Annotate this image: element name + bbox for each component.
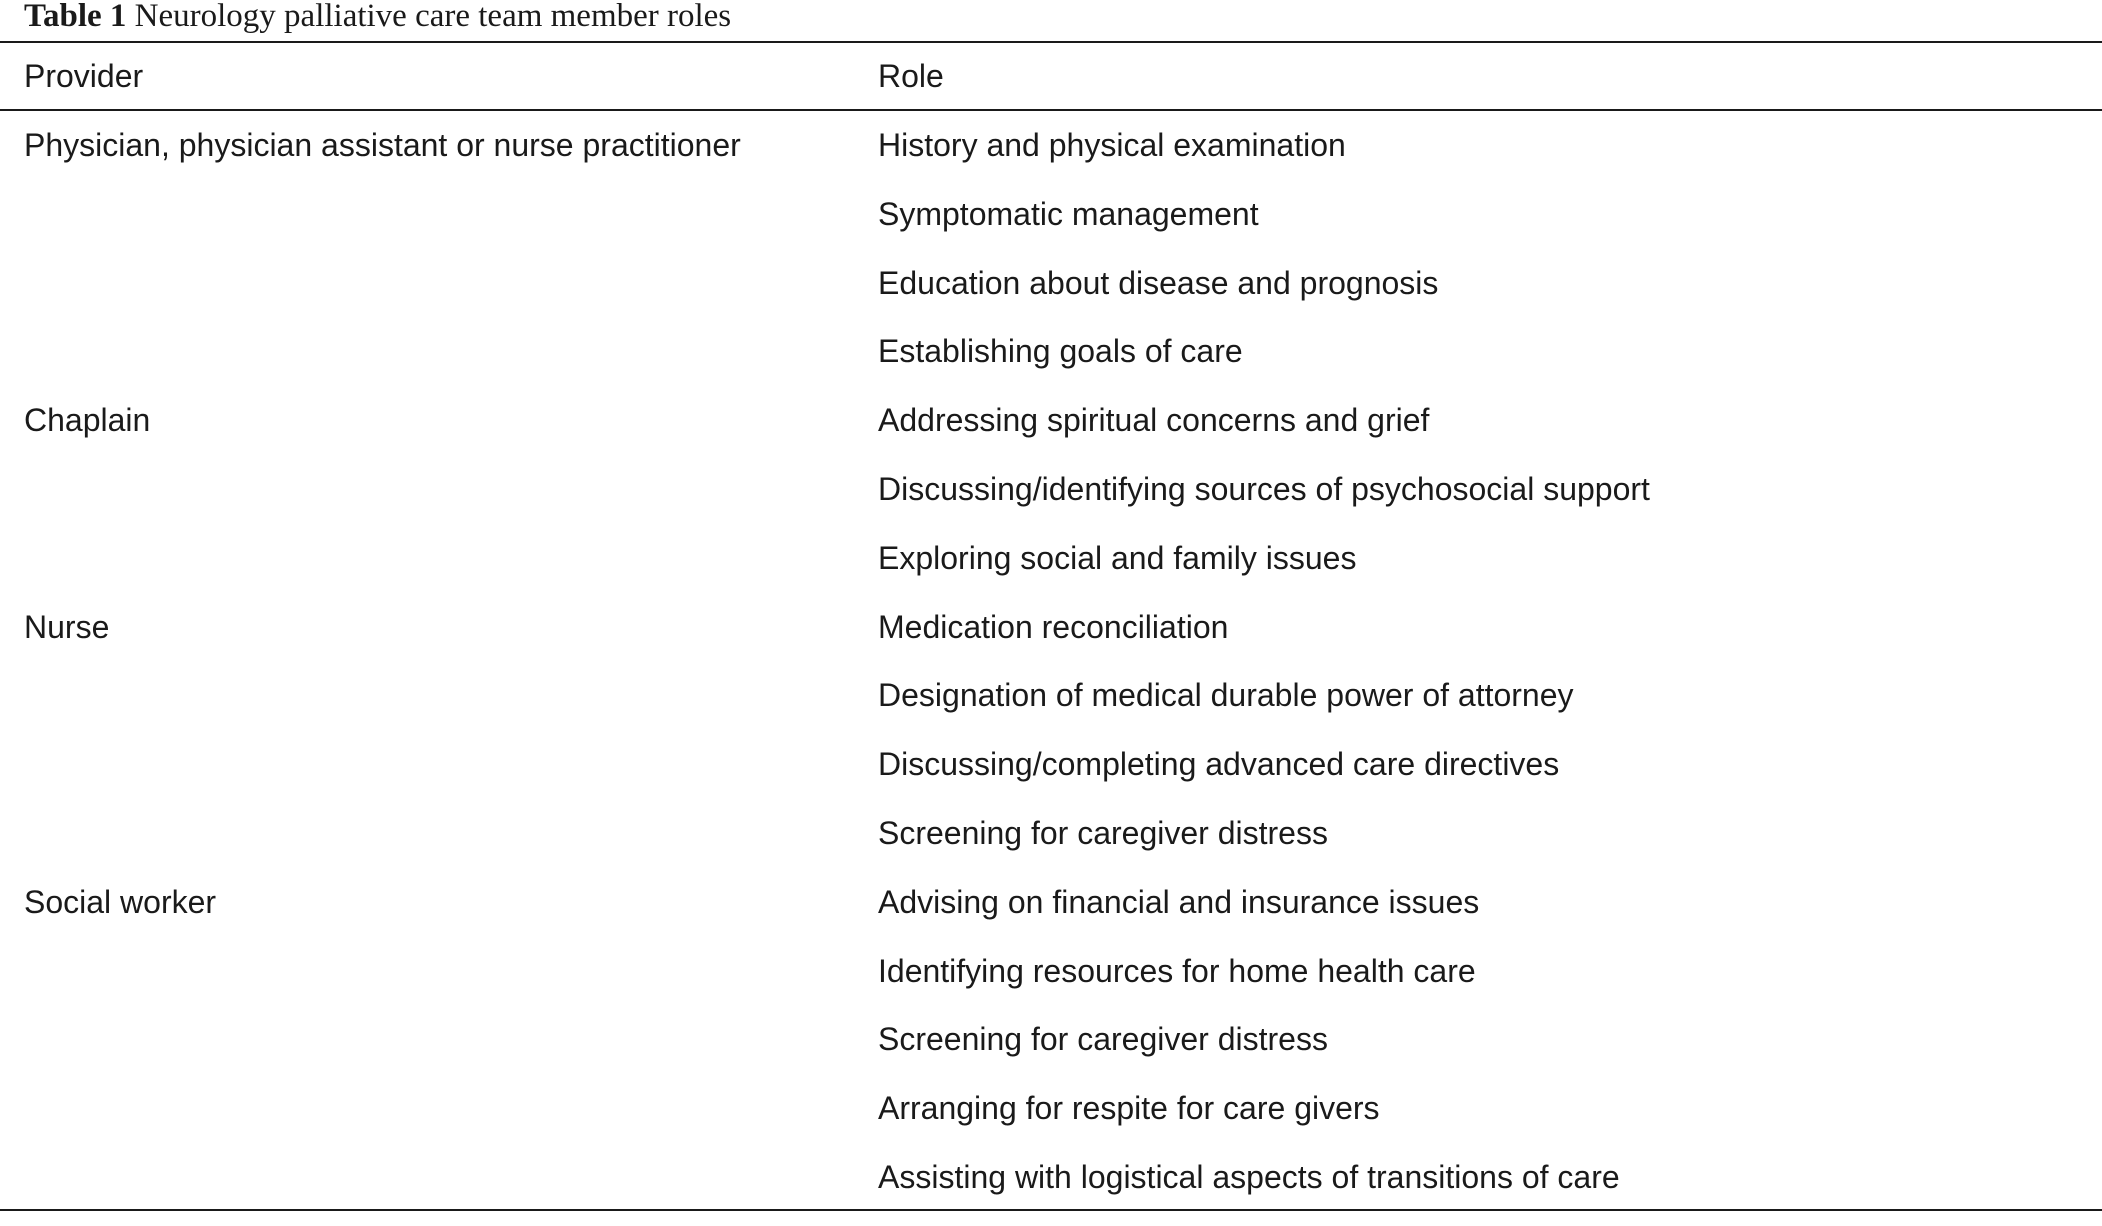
role-cell: Medication reconciliation — [878, 608, 1229, 645]
table-row — [0, 469, 2102, 538]
role-cell: Establishing goals of care — [878, 333, 1243, 370]
table-bottom-rule — [0, 1209, 2102, 1211]
role-cell: Education about disease and prognosis — [878, 264, 1439, 301]
role-cell: Assisting with logistical aspects of transitions of care — [878, 1159, 1620, 1195]
table-row — [0, 125, 2102, 194]
role-cell: History and physical examination — [878, 127, 1346, 163]
role-cell: Symptomatic management — [878, 195, 1259, 232]
table-header-rule — [0, 109, 2102, 111]
table-row — [0, 813, 2102, 882]
table-row — [0, 194, 2102, 263]
table-top-rule — [0, 41, 2102, 43]
role-cell: Arranging for respite for care givers — [878, 1090, 1380, 1127]
header-role: Role — [878, 58, 944, 94]
table-row — [0, 263, 2102, 332]
role-cell: Exploring social and family issues — [878, 539, 1357, 576]
table-row — [0, 882, 2102, 951]
table-row — [0, 331, 2102, 400]
table-row — [0, 1157, 2102, 1226]
provider-cell: Nurse — [24, 608, 110, 645]
table-row — [0, 400, 2102, 469]
role-cell: Designation of medical durable power of attorney — [878, 677, 1574, 714]
table-row — [0, 1088, 2102, 1157]
provider-cell: Physician, physician assistant or nurse practitioner — [24, 127, 741, 163]
role-cell: Screening for caregiver distress — [878, 815, 1328, 851]
table-caption-text: Neurology palliative care team member roles — [134, 0, 732, 34]
table-row — [0, 607, 2102, 676]
table-row — [0, 1019, 2102, 1088]
table-row — [0, 951, 2102, 1020]
role-cell: Identifying resources for home health care — [878, 952, 1476, 989]
provider-cell: Chaplain — [24, 402, 151, 439]
header-provider: Provider — [24, 58, 144, 94]
table-row — [0, 675, 2102, 744]
table-caption-number: Table 1 — [24, 0, 127, 34]
role-cell: Advising on financial and insurance issues — [878, 883, 1480, 920]
role-cell: Screening for caregiver distress — [878, 1021, 1328, 1058]
role-cell: Discussing/completing advanced care directives — [878, 746, 1560, 783]
role-cell: Discussing/identifying sources of psychosocial support — [878, 471, 1650, 507]
table-caption — [0, 0, 2102, 35]
table-row — [0, 744, 2102, 813]
provider-cell: Social worker — [24, 883, 217, 920]
role-cell: Addressing spiritual concerns and grief — [878, 402, 1430, 439]
table-row — [0, 538, 2102, 607]
table-header-row — [0, 56, 2102, 96]
